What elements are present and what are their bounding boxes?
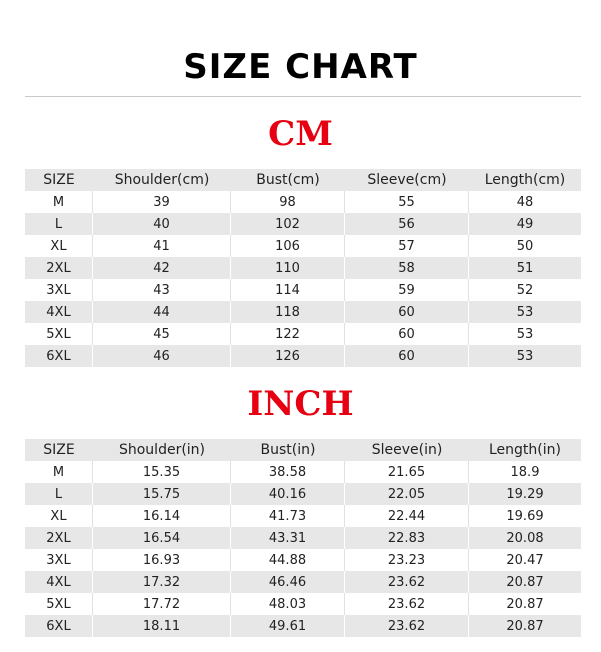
length-cell: 18.9 — [510, 464, 540, 480]
column-header-sleeve: Sleeve(in) — [345, 439, 469, 461]
shoulder-cell: 16.54 — [93, 527, 231, 549]
column-header-shoulder: Shoulder(in) — [93, 439, 231, 461]
sleeve-cell: 23.23 — [345, 549, 469, 571]
size-cell: M — [25, 191, 93, 213]
sleeve-cell: 22.44 — [345, 505, 469, 527]
size-cell: 6XL — [25, 615, 93, 637]
column-header-bust: Bust(cm) — [231, 169, 345, 191]
sleeve-cell: 21.65 — [345, 461, 469, 483]
title-divider — [25, 96, 581, 97]
table-row — [25, 235, 581, 257]
shoulder-cell: 17.32 — [93, 571, 231, 593]
length-cell: 19.69 — [506, 508, 544, 524]
column-header-shoulder: Shoulder(cm) — [93, 169, 231, 191]
sleeve-cell: 23.62 — [345, 593, 469, 615]
size-cell: XL — [25, 235, 93, 257]
size-cell: 2XL — [25, 257, 93, 279]
sleeve-cell: 23.62 — [345, 571, 469, 593]
table-row — [25, 483, 581, 505]
length-cell: 49 — [469, 213, 581, 235]
size-cell: L — [25, 483, 93, 505]
shoulder-cell: 43 — [93, 279, 231, 301]
size-cell: 6XL — [25, 345, 93, 367]
table-row — [25, 549, 581, 571]
column-header-length: Length(cm) — [469, 169, 581, 191]
table-row — [25, 593, 581, 615]
shoulder-cell: 16.14 — [93, 505, 231, 527]
shoulder-cell: 39 — [93, 191, 231, 213]
sleeve-cell: 55 — [345, 191, 469, 213]
length-cell: 20.87 — [469, 571, 581, 593]
length-cell: 20.87 — [506, 596, 544, 612]
sleeve-cell: 59 — [345, 279, 469, 301]
sleeve-cell: 57 — [345, 235, 469, 257]
column-header-bust: Bust(in) — [231, 439, 345, 461]
inch-size-table — [25, 439, 581, 637]
length-cell: 52 — [516, 282, 534, 298]
size-cell: 4XL — [25, 301, 93, 323]
size-cell: XL — [25, 505, 93, 527]
table-row — [25, 571, 581, 593]
sleeve-cell: 58 — [345, 257, 469, 279]
bust-cell: 98 — [231, 191, 345, 213]
size-cell: 3XL — [25, 549, 93, 571]
shoulder-cell: 15.35 — [93, 461, 231, 483]
table-header-row — [25, 439, 581, 461]
table-row — [25, 461, 581, 483]
table-row — [25, 345, 581, 367]
length-cell: 53 — [469, 301, 581, 323]
shoulder-cell: 40 — [93, 213, 231, 235]
length-cell: 19.29 — [469, 483, 581, 505]
length-cell: 51 — [469, 257, 581, 279]
table-row — [25, 191, 581, 213]
size-cell: L — [25, 213, 93, 235]
table-row — [25, 527, 581, 549]
size-cell: M — [25, 461, 93, 483]
length-cell: 20.08 — [469, 527, 581, 549]
size-cell: 2XL — [25, 527, 93, 549]
size-cell: 5XL — [25, 323, 93, 345]
shoulder-cell: 17.72 — [93, 593, 231, 615]
sleeve-cell: 60 — [345, 301, 469, 323]
table-row — [25, 213, 581, 235]
length-cell: 53 — [469, 345, 581, 367]
bust-cell: 126 — [231, 345, 345, 367]
table-row — [25, 505, 581, 527]
shoulder-cell: 18.11 — [93, 615, 231, 637]
table-row — [25, 279, 581, 301]
bust-cell: 38.58 — [231, 461, 345, 483]
cm-section-heading: CM — [268, 114, 333, 154]
length-cell: 48 — [516, 194, 534, 210]
sleeve-cell: 22.83 — [345, 527, 469, 549]
shoulder-cell: 15.75 — [93, 483, 231, 505]
inch-section-heading: INCH — [247, 384, 354, 424]
column-header-size: SIZE — [25, 439, 93, 461]
table-row — [25, 257, 581, 279]
shoulder-cell: 16.93 — [93, 549, 231, 571]
column-header-length: Length(in) — [469, 439, 581, 461]
bust-cell: 106 — [231, 235, 345, 257]
table-row — [25, 301, 581, 323]
bust-cell: 41.73 — [231, 505, 345, 527]
sleeve-cell: 22.05 — [345, 483, 469, 505]
size-cell: 5XL — [25, 593, 93, 615]
sleeve-cell: 60 — [345, 345, 469, 367]
sleeve-cell: 60 — [345, 323, 469, 345]
table-header-row — [25, 169, 581, 191]
bust-cell: 110 — [231, 257, 345, 279]
shoulder-cell: 42 — [93, 257, 231, 279]
column-header-size: SIZE — [25, 169, 93, 191]
size-cell: 3XL — [25, 279, 93, 301]
shoulder-cell: 46 — [93, 345, 231, 367]
bust-cell: 122 — [231, 323, 345, 345]
length-cell: 50 — [516, 238, 534, 254]
sleeve-cell: 23.62 — [345, 615, 469, 637]
length-cell: 53 — [516, 326, 534, 342]
bust-cell: 114 — [231, 279, 345, 301]
table-row — [25, 615, 581, 637]
bust-cell: 118 — [231, 301, 345, 323]
shoulder-cell: 41 — [93, 235, 231, 257]
shoulder-cell: 44 — [93, 301, 231, 323]
column-header-sleeve: Sleeve(cm) — [345, 169, 469, 191]
shoulder-cell: 45 — [93, 323, 231, 345]
size-cell: 4XL — [25, 571, 93, 593]
bust-cell: 43.31 — [231, 527, 345, 549]
length-cell: 20.87 — [469, 615, 581, 637]
length-cell: 20.47 — [506, 552, 544, 568]
bust-cell: 40.16 — [231, 483, 345, 505]
bust-cell: 44.88 — [231, 549, 345, 571]
bust-cell: 102 — [231, 213, 345, 235]
table-row — [25, 323, 581, 345]
cm-size-table — [25, 169, 581, 367]
page-title: SIZE CHART — [183, 47, 418, 87]
bust-cell: 46.46 — [231, 571, 345, 593]
bust-cell: 48.03 — [231, 593, 345, 615]
sleeve-cell: 56 — [345, 213, 469, 235]
bust-cell: 49.61 — [231, 615, 345, 637]
